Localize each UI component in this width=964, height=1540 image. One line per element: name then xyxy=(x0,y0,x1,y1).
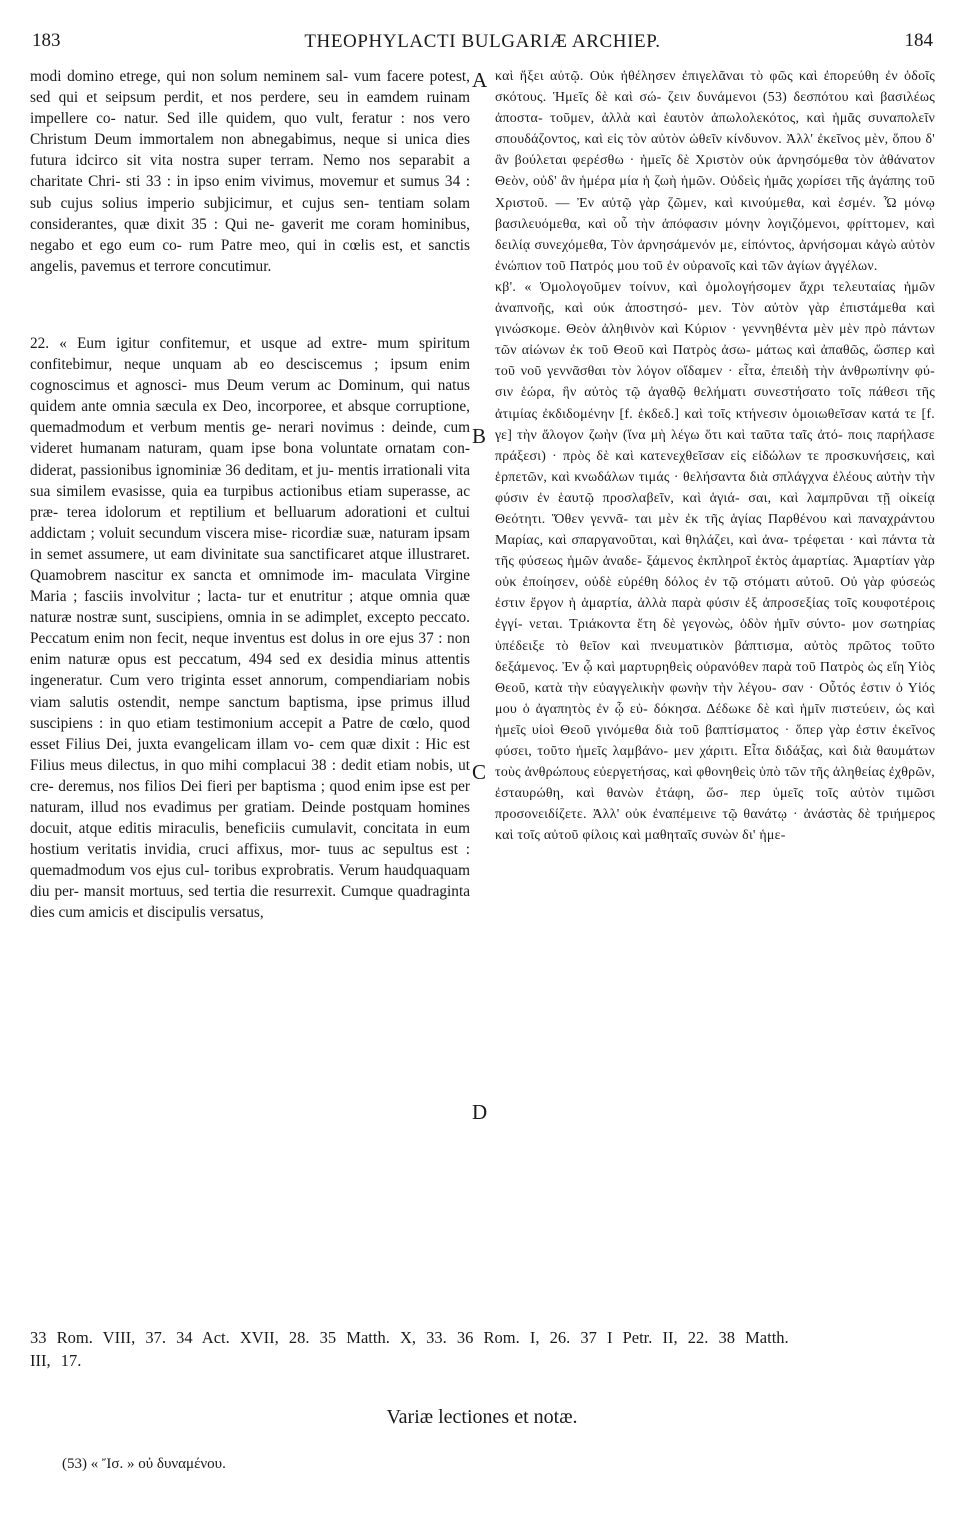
margin-marker-c: C xyxy=(472,760,487,784)
variae-heading: Variæ lectiones et notæ. xyxy=(386,1406,578,1428)
running-title: THEOPHYLACTI BULGARIÆ ARCHIEP. xyxy=(304,31,661,52)
margin-marker-b: B xyxy=(472,424,487,448)
latin-paragraph-2: 22. « Eum igitur confitemur, et usque ad extre- mum spiritum confitebimur, neque unquam ab eo desciscemus ; ipsum enim cognoscimus et agnosci- mus Deum verum ac Dominum, qui natus quidem ante omnia sæcula ex Deo, incorporee, et absque corruptione, quemadmodum et verbum mentis ge- nerari novimus : deinde, cum videret humanam naturam, quam ipse bona voluntate ornatam con- diderat, passionibus ignominiæ 36 deditam, et ju- mentis irrationali vita sua similem evasisse, quia ea turpibus actionibus etiam superasse, ac præ- terea idolorum et reptilium et belluarum adorationi et cultui addictam ; voluit secundum viscera mise- ricordiæ suæ, naturam ipsam in semet assumere, ut eam divinitate sua sanctificaret atque illustraret. Quamobrem nascitur ex sancta et omnimode im- maculata Virgine Maria ; fasciis involvitur ; lacta- tur et enutritur ; atque omnia quæ naturæ nostræ sunt, suscipiens, omnia in se adimplet, excepto peccato. Peccatum enim non fecit, neque inventus est dolus in ore ejus 37 : non enim naturæ opus est peccatum, 494 sed ex desidia minus attentis ingeneratur. Cum vero triginta esset annorum, compendiariam nobis viam salutis ostendit, nempe sanctum baptisma, ipse primus illud suscipiens : in quo etiam testimonium accepit a Patre de cœlo, quod esset Filius Dei, juxta evangelicam illam vo- cem quæ dixit : Hic est Filius meus dilectus, in quo mihi complacui 38 : dedit etiam nobis, ut cre- deremus, nos filios Dei fieri per baptisma ; quod enim ipse est per naturam, illud nos evadimus per gratiam. Deinde postquam homines docuit, atque editis miraculis, beneficiis cumulavit, concitata in eum hostium veritatis invidia, cruci affixus, mor- tuus ac sepultus est : quemadmodum vos ejus cul- toribus exprobratis. Verum haudquaquam diu per- mansit mortuus, sed tertia die resurrexit. Cumque quadraginta dies cum amicis et discipulis versatus, xyxy=(30,334,470,922)
footnote-line-1: 33 Rom. VIII, 37. 34 Act. XVII, 28. 35 Matth. X, 33. 36 Rom. I, 26. 37 I Petr. II, 22. 38 Matth. xyxy=(30,1328,789,1347)
greek-paragraph-2: κβ'. « Ὁμολογοῦμεν τοίνυν, καὶ ὁμολογήσομεν ἄχρι τελευταίας ἡμῶν ἀναπνοῆς, καὶ οὐκ ἀποστησό- μεν. Τὸν αὐτὸν γὰρ ἐπιστάμεθα καὶ γινώσκομε. Θεὸν ἀληθινὸν καὶ Κύριον · γεννηθέντα μὲν μὲν πρὸ πάντων τῶν αἰώνων ἐκ τοῦ Θεοῦ καὶ Πατρὸς ἀσω- μάτως καὶ ἀπαθῶς, ὥσπερ καὶ τοῦ νοῦ γεννᾶσθαι τὸν λόγον οἴδαμεν · εἶτα, ἐπειδὴ τὴν ἀνθρωπίνην φύ- σιν ἑώρα, ἣν αὐτὸς τῷ ἀγαθῷ θελήματι συνεστήσατο τοῖς πάθεσι τῆς ἀτιμίας ἐκδιδομένην [f. ἐκδεδ.] καὶ τοῖς κτήνεσιν ὁμοιωθεῖσαν κατά τε [f. γε] τὴν ἄλογον ζωὴν (ἵνα μὴ λέγω ὅτι καὶ ταῦτα ταῖς ἀτό- ποις παρήλασε πράξεσι) · πρὸς δὲ καὶ κατενεχθεῖσαν εἰς εἰδώλων τε προσκυνήσεις, καὶ ἑρπετῶν, καὶ κνωδάλων τιμάς · θελήσαντα διὰ σπλάγχνα ἐλέους αὐτὴν τὴν φύσιν ἐν ἑαυτῷ προσλαβεῖν, καὶ ἁγιά- σαι, καὶ λαμπρῦναι τῇ οἰκείᾳ Θεότητι. Ὅθεν γεννᾶ- ται μὲν ἐκ τῆς ἁγίας Παρθένου καὶ παναχράντου Μαρίας, καὶ σπαργανοῦται, καὶ θηλάζει, καὶ ἀνα- τρέφεται · καὶ πάντα τὰ τῆς φύσεως ἡμῶν ἀναδε- ξάμενος ἐκπληροῖ ἐκτὸς ἁμαρτίας. Ἁμαρτίαν γὰρ οὐκ ἐποίησεν, οὐδὲ εὑρέθη δόλος ἐν τῷ στόματι αὐτοῦ. Οὐ γὰρ φύσεώς ἐστιν ἔργον ἡ ἁμαρτία, ἀλλὰ παρὰ φύσιν ἐξ ἀπροσεξίας τοῖς κουφοτέροις ἐγγί- νεται. Τριάκοντα ἔτη δὲ γεγονὼς, ὁδὸν ἡμῖν σύντο- μον σωτηρίας ὑπέδειξε τὸ θεῖον καὶ πνευματικὸν βάπτισμα, αὐτὸς πρῶτος τοῦτο δεξάμενος. Ἐν ᾧ καὶ μαρτυρηθεὶς οὐρανόθεν παρὰ τοῦ Πατρὸς ὡς εἴη Υἱὸς Θεοῦ, κατὰ τὴν εὐαγγελικὴν φωνὴν τὴν λέγου- σαν · Οὗτός ἐστιν ὁ Υἱός μου ὁ ἀγαπητὸς ἐν ᾧ εὐ- δόκησα. Δέδωκε δὲ καὶ ἡμῖν πιστεύειν, ὡς καὶ ἡμεῖς υἱοὶ Θεοῦ γινόμεθα διὰ τοῦ βαπτίσματος · ὅπερ γὰρ ἐστιν ἐκεῖνος φύσει, τοῦτο ἡμεῖς λαμβάνο- μεν χάριτι. Εἶτα διδάξας, καὶ διὰ θαυμάτων τοὺς ἀνθρώπους εὐεργετήσας, καὶ φθονηθεὶς ὑπὸ τῶν τῆς ἀληθείας ἐχθρῶν, ἐσταυρώθη, καὶ θανὼν ἐτάφη, ὥσ- περ ὑμεῖς τοῖς αὐτὸν τιμῶσι προσονειδίζετε. Ἀλλ' οὐκ ἐναπέμεινε τῷ θανάτῳ · ἀνάστὰς δὲ τριήμερος καὶ τοῖς αὐτοῦ φίλοις καὶ μαθηταῖς συνὼν δι' ἡμε- xyxy=(495,279,935,844)
footnote-line-2: III, 17. xyxy=(30,1351,82,1370)
footnotes xyxy=(30,1326,935,1372)
page-number-left: 183 xyxy=(32,30,61,51)
margin-marker-a: A xyxy=(472,68,488,92)
latin-column xyxy=(30,66,470,924)
page-number-right: 184 xyxy=(904,30,933,51)
margin-marker-d: D xyxy=(472,1100,488,1124)
greek-column xyxy=(495,66,935,846)
variae-note: (53) « Ἴσ. » οὐ δυναμένου. xyxy=(62,1456,226,1472)
greek-paragraph-1: καὶ ἥξει αὐτῷ. Οὐκ ἠθέλησεν ἐπιγελᾶναι τὸ φῶς καὶ ἐπορεύθη ἐν ὁδοῖς σκότους. Ἡμεῖς δὲ καὶ σώ- ζειν δυνάμενοι (53) δεσπότου καὶ βασιλέως ἀποστα- τοῦμεν, ἀλλὰ καὶ ἑαυτὸν ἀπωλολεκότος, καὶ ἡμᾶς συναπολεῖν σπουδάζοντος, καὶ εἰς τὸν αὐτὸν ὠθεῖν κίνδυνον. Ἀλλ' ἐκεῖνος μὲν, ὅπου δ' ἂν βούλεται φερέσθω · ἡμεῖς δὲ Χριστὸν οὐκ ἀρνησόμεθα τὸν ἀθάνατον Θεὸν, οὐδ' ἂν ἡμέρα μία ἡ ζωὴ ἡμῶν. Οὐδεὶς ἡμᾶς χωρίσει τῆς ἀγάπης τοῦ Χριστοῦ. — Ἐν αὐτῷ γὰρ ζῶμεν, καὶ κινούμεθα, καὶ ἐσμέν. Ὧ μόνῳ βασιλευόμεθα, καὶ οὗ τὴν ἀπόφασιν μόνην λογιζόμενοι, φρίττομεν, καὶ δειλίᾳ συνεχόμεθα, Τὸν ἀρνησάμενόν με, εἰπόντος, ἀρνήσομαι κἀγὼ αὐτὸν ἐνώπιον τοῦ Πατρός μου τοῦ ἐν οὐρανοῖς καὶ τῶν ἁγίων ἀγγέλων. xyxy=(495,69,935,274)
latin-paragraph-1: modi domino etrege, qui non solum neminem sal- vum facere potest, sed qui et seipsum perdit, et nos perdere, seu in eamdem ruinam impellere co- natur. Sed ille quidem, quo vult, feratur : nos vero Christum Deum immortalem non abnegabimus, neque si unica dies futura idcirco sit vita nostra super terram. Nemo nos separabit a charitate Chri- sti 33 : in ipso enim vivimus, movemur et sumus 34 : sub cujus solius imperio subjicimur, et cujus sen- tentiam solam considerantes, quæ dixit 35 : Qui ne- gaverit me coram hominibus, negabo et ego eum co- rum Patre meo, qui in cœlis est, et sanctis angelis, pavemus et terrore concutimur. xyxy=(30,68,470,275)
page-header xyxy=(30,30,935,58)
